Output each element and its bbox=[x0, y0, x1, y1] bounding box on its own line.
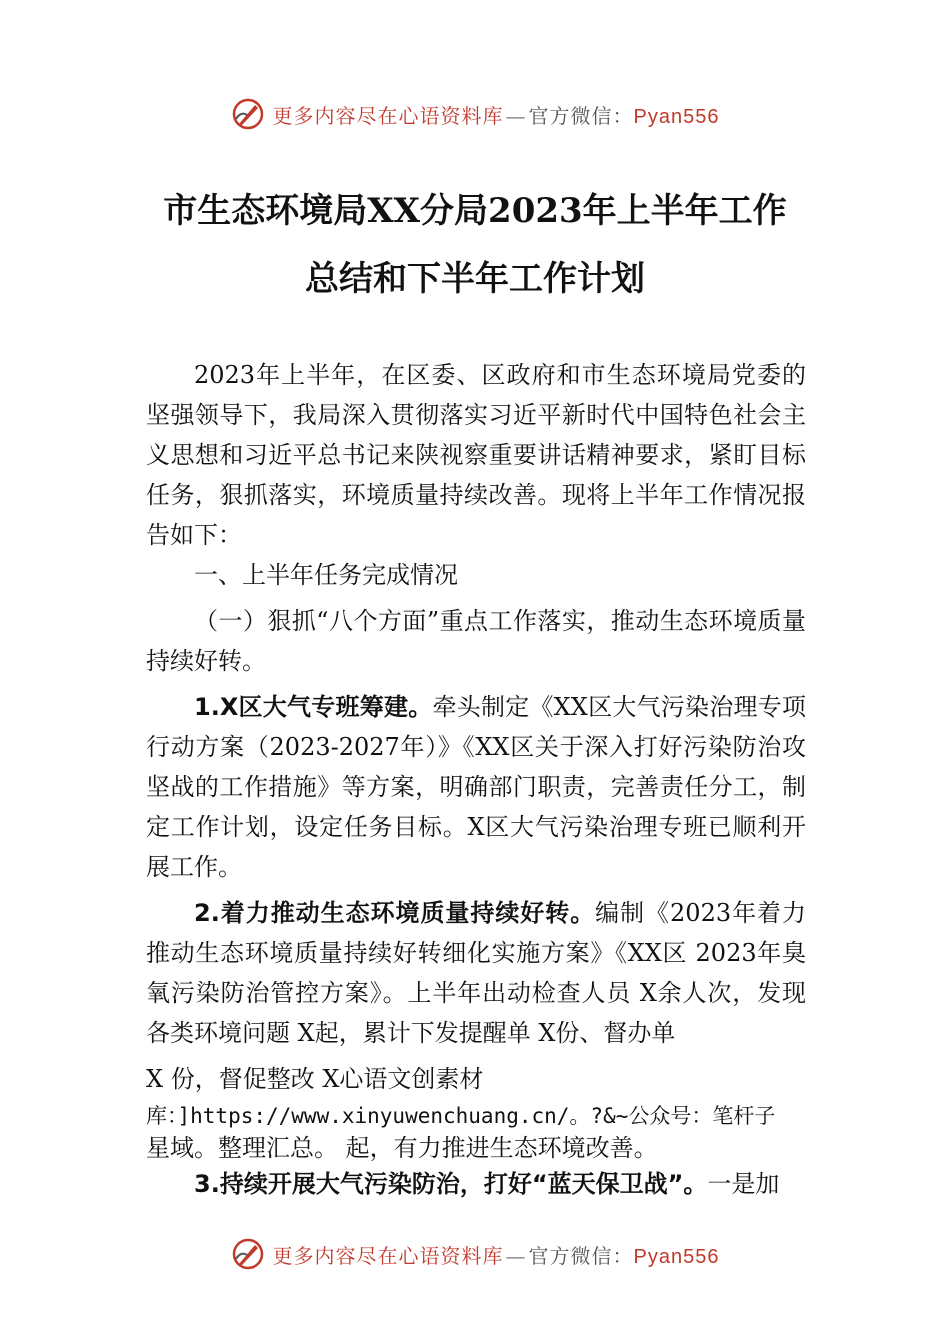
document-title-line-2: 总结和下半年工作计划 bbox=[305, 259, 645, 299]
quill-logo-icon bbox=[231, 1237, 265, 1271]
section-heading: 一、上半年任务完成情况 bbox=[194, 561, 458, 589]
item-2-line-5 bbox=[146, 1099, 836, 1132]
banner-library-text: 更多内容尽在心语资料库 bbox=[272, 1243, 504, 1268]
item-2-text: 编制《2023年着力推动生态环境质量持续好转细化实施方案》《XX区 2023年臭氧污染防治管控方案》。上半年出动检查人员 X余人次，发现各类环境问题 X起，累计下发提醒单 X份、督办单 bbox=[146, 899, 806, 1047]
document-title-line-1: 市生态环境局XX分局2023年上半年工作 bbox=[163, 191, 787, 231]
item-3-paragraph bbox=[146, 1164, 806, 1204]
banner-text bbox=[273, 100, 720, 129]
banner-separator: — bbox=[505, 103, 527, 128]
document-body bbox=[146, 355, 806, 1204]
header-banner bbox=[0, 92, 950, 136]
intro-paragraph: 2023年上半年，在区委、区政府和市生态环境局党委的坚强领导下，我局深入贯彻落实习近平新时代中国特色社会主义思想和习近平总书记来陕视察重要讲话精神要求，紧盯目标任务，狠抓落实，环境质量持续改善。现将上半年工作情况报告如下： bbox=[146, 361, 806, 549]
banner-text bbox=[273, 1240, 720, 1269]
banner-wechat-id: Pyan556 bbox=[633, 1245, 720, 1268]
item-3-heading: 3.持续开展大气污染防治，打好“蓝天保卫战”。 bbox=[194, 1170, 708, 1198]
banner-wechat-id: Pyan556 bbox=[633, 105, 720, 128]
item-2-line-6: 星域。整理汇总。 起，有力推进生态环境改善。 bbox=[146, 1134, 658, 1162]
item-2-heading: 2.着力推动生态环境质量持续好转。 bbox=[194, 899, 596, 927]
watermark-url-line: 库：]https://www.xinyuwenchuang.cn/。?&~公众号：笔杆子 bbox=[146, 1104, 776, 1128]
quill-logo-icon bbox=[231, 97, 265, 131]
item-2-paragraph bbox=[146, 893, 806, 1053]
item-1-paragraph bbox=[146, 687, 806, 887]
banner-wechat-label: 官方微信： bbox=[528, 1243, 634, 1268]
banner-wechat-label: 官方微信： bbox=[528, 103, 634, 128]
item-1-heading: 1.X区大气专班筹建。 bbox=[194, 693, 433, 721]
subsection-heading: （一）狠抓“八个方面”重点工作落实，推动生态环境质量持续好转。 bbox=[146, 607, 806, 675]
banner-library-text: 更多内容尽在心语资料库 bbox=[272, 103, 504, 128]
item-1-text: 牵头制定《XX区大气污染治理专项行动方案（2023-2027年）》《XX区关于深入打好污染防治攻坚战的工作措施》等方案，明确部门职责，完善责任分工，制定工作计划，设定任务目标。X区大气污染治理专班已顺利开展工作。 bbox=[146, 693, 807, 881]
footer-banner bbox=[0, 1232, 950, 1276]
item-3-text: 一是加 bbox=[707, 1170, 780, 1198]
banner-separator: — bbox=[505, 1243, 527, 1268]
item-2-line-4: X 份，督促整改 X心语文创素材 bbox=[146, 1065, 484, 1093]
